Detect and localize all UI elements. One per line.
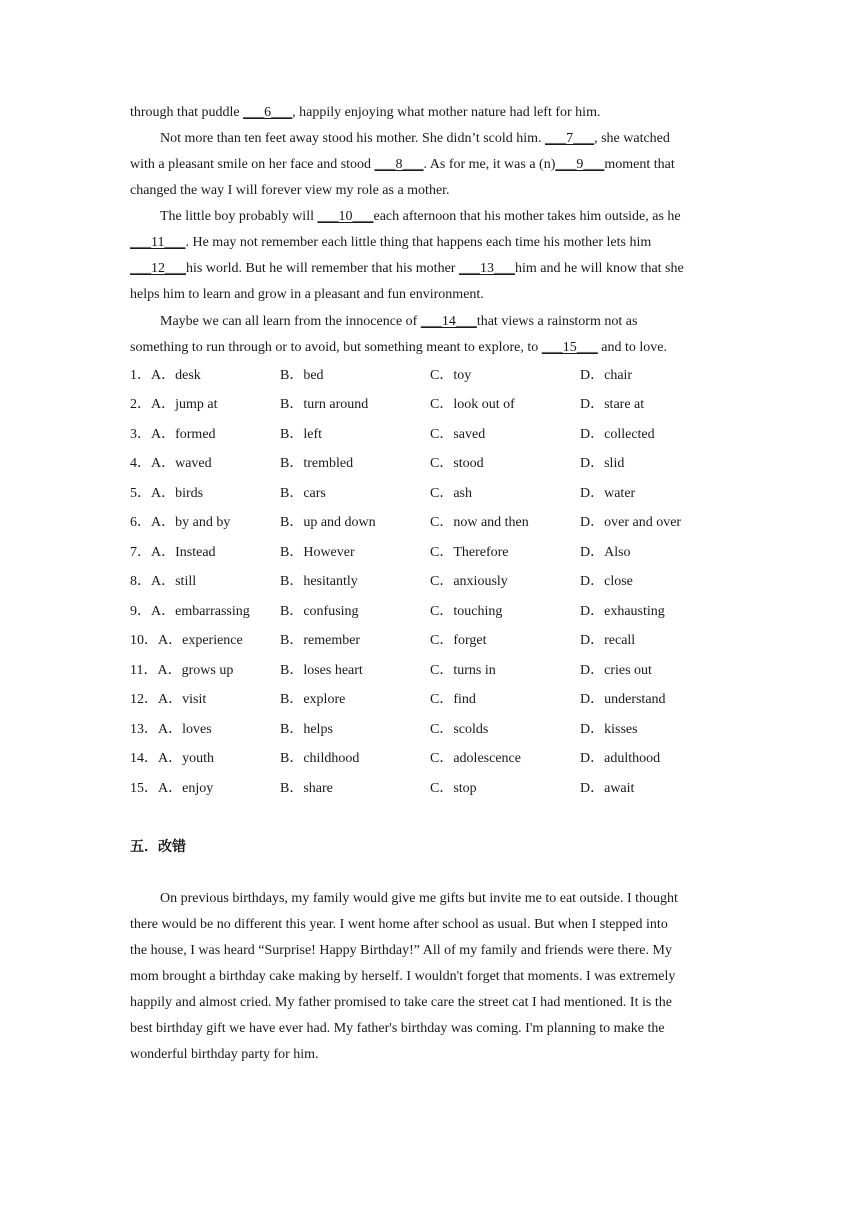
option-d: D．adulthood xyxy=(580,751,661,766)
option-b: B．bed xyxy=(280,368,324,383)
option-c: C．scolds xyxy=(430,722,489,737)
answer-blank: ___9___ xyxy=(555,157,605,172)
passage-text: helps him to learn and grow in a pleasant and fun environment. xyxy=(130,287,484,302)
option-a xyxy=(130,721,212,739)
option-d: D．chair xyxy=(580,368,633,383)
option-a-text: A．visit xyxy=(158,692,207,707)
option-a xyxy=(130,662,233,680)
option-b: B．explore xyxy=(280,692,346,707)
option-c: C．touching xyxy=(430,604,503,619)
answer-blank: ___15___ xyxy=(541,340,598,355)
answer-blank: ___6___ xyxy=(243,105,293,120)
option-row xyxy=(130,750,770,768)
option-d: D．await xyxy=(580,781,635,796)
passage-line-7 xyxy=(130,260,684,278)
option-row xyxy=(130,632,770,650)
correction-line: mom brought a birthday cake making by herself. I wouldn't forget that moments. I was extremely xyxy=(130,969,676,984)
option-d: D．recall xyxy=(580,633,636,648)
correction-line: the house, I was heard “Surprise! Happy Birthday!” All of my family and friends were there. My xyxy=(130,943,672,958)
correction-line: there would be no different this year. I went home after school as usual. But when I stepped into xyxy=(130,917,668,932)
option-a xyxy=(130,455,212,473)
option-a xyxy=(130,780,213,798)
option-row xyxy=(130,603,770,621)
option-a-text: A．loves xyxy=(158,722,212,737)
section-heading: 五．改错 xyxy=(130,839,186,855)
option-a-text: A．jump at xyxy=(151,397,218,412)
option-c: C．saved xyxy=(430,427,486,442)
passage-text: . As for me, it was a (n) xyxy=(423,157,556,172)
passage-text: changed the way I will forever view my role as a mother. xyxy=(130,183,450,198)
question-number: 10． xyxy=(130,633,158,648)
correction-line: happily and almost cried. My father promised to take care the street cat I had mentioned. It is the xyxy=(130,995,672,1010)
option-row xyxy=(130,396,770,414)
passage-text: with a pleasant smile on her face and stood xyxy=(130,157,375,172)
passage-line-8 xyxy=(130,286,484,304)
option-row xyxy=(130,573,770,591)
option-a xyxy=(130,632,243,650)
option-c: C．now and then xyxy=(430,515,529,530)
option-a xyxy=(130,544,216,562)
option-d: D．cries out xyxy=(580,663,652,678)
option-d: D．over and over xyxy=(580,515,682,530)
option-d: D．kisses xyxy=(580,722,638,737)
answer-blank: ___12___ xyxy=(130,261,186,276)
option-a-text: A．Instead xyxy=(151,545,216,560)
option-row xyxy=(130,455,770,473)
question-number: 3． xyxy=(130,427,151,442)
passage-text: The little boy probably will xyxy=(160,209,318,224)
answer-blank: ___11___ xyxy=(130,235,186,250)
option-a-text: A．youth xyxy=(158,751,214,766)
option-b: B．However xyxy=(280,545,355,560)
option-b: B．loses heart xyxy=(280,663,363,678)
question-number: 5． xyxy=(130,486,151,501)
question-number: 8． xyxy=(130,574,151,589)
option-d: D．collected xyxy=(580,427,655,442)
option-a xyxy=(130,396,218,414)
answer-blank: ___8___ xyxy=(374,157,424,172)
passage-text: moment that xyxy=(604,157,675,172)
passage-line-6 xyxy=(130,234,651,252)
option-c: C．ash xyxy=(430,486,472,501)
option-a xyxy=(130,750,214,768)
option-a xyxy=(130,426,216,444)
passage-line-9 xyxy=(160,313,637,331)
option-b: B．hesitantly xyxy=(280,574,358,589)
option-c: C．adolescence xyxy=(430,751,521,766)
passage-text: , she watched xyxy=(594,131,670,146)
question-number: 9． xyxy=(130,604,151,619)
option-row xyxy=(130,662,770,680)
question-number: 1． xyxy=(130,368,151,383)
option-row xyxy=(130,721,770,739)
passage-line-10 xyxy=(130,339,667,357)
correction-line: On previous birthdays, my family would give me gifts but invite me to eat outside. I thought xyxy=(160,891,678,906)
option-b: B．turn around xyxy=(280,397,369,412)
answer-blank: ___13___ xyxy=(458,261,515,276)
option-a-text: A．experience xyxy=(158,633,243,648)
option-d: D．water xyxy=(580,486,636,501)
option-a-text: A．waved xyxy=(151,456,212,471)
option-b: B．trembled xyxy=(280,456,354,471)
option-d: D．exhausting xyxy=(580,604,665,619)
option-a-text: A．embarrassing xyxy=(151,604,250,619)
option-d: D．close xyxy=(580,574,633,589)
passage-text: . He may not remember each little thing that happens each time his mother lets him xyxy=(185,235,652,250)
option-row xyxy=(130,367,770,385)
passage-line-4 xyxy=(130,182,450,200)
passage-line-3 xyxy=(130,156,675,174)
passage-text: something to run through or to avoid, but something meant to explore, to xyxy=(130,340,542,355)
passage-line-5 xyxy=(160,208,681,226)
question-number: 13． xyxy=(130,722,158,737)
passage-text: , happily enjoying what mother nature had left for him. xyxy=(292,105,601,120)
option-a xyxy=(130,603,250,621)
passage-text: and to love. xyxy=(597,340,667,355)
option-c: C．stood xyxy=(430,456,484,471)
option-b: B．remember xyxy=(280,633,361,648)
option-a-text: A．still xyxy=(151,574,197,589)
option-c: C．look out of xyxy=(430,397,515,412)
option-d: D．Also xyxy=(580,545,631,560)
question-number: 2． xyxy=(130,397,151,412)
option-row xyxy=(130,426,770,444)
question-number: 15． xyxy=(130,781,158,796)
option-c: C．forget xyxy=(430,633,487,648)
option-a-text: A．grows up xyxy=(157,663,234,678)
answer-blank: ___7___ xyxy=(545,131,595,146)
option-b: B．up and down xyxy=(280,515,376,530)
question-number: 11． xyxy=(130,663,158,678)
option-a xyxy=(130,514,230,532)
option-row xyxy=(130,544,770,562)
passage-line-1 xyxy=(130,104,600,122)
option-a-text: A．desk xyxy=(151,368,201,383)
option-a xyxy=(130,573,196,591)
question-number: 4． xyxy=(130,456,151,471)
passage-text: through that puddle xyxy=(130,105,244,120)
option-a xyxy=(130,691,206,709)
passage-text: Not more than ten feet away stood his mother. She didn’t scold him. xyxy=(160,131,546,146)
passage-text: Maybe we can all learn from the innocence of xyxy=(160,314,421,329)
correction-line: wonderful birthday party for him. xyxy=(130,1047,319,1062)
correction-line: best birthday gift we have ever had. My father's birthday was coming. I'm planning to make the xyxy=(130,1021,665,1036)
option-a-text: A．birds xyxy=(151,486,204,501)
option-c: C．find xyxy=(430,692,476,707)
passage-text: that views a rainstorm not as xyxy=(476,314,638,329)
option-b: B．childhood xyxy=(280,751,360,766)
option-d: D．understand xyxy=(580,692,666,707)
option-row xyxy=(130,780,770,798)
option-row xyxy=(130,514,770,532)
answer-blank: ___14___ xyxy=(420,314,477,329)
option-c: C．anxiously xyxy=(430,574,508,589)
option-row xyxy=(130,691,770,709)
option-b: B．share xyxy=(280,781,333,796)
option-a xyxy=(130,485,203,503)
question-number: 7． xyxy=(130,545,151,560)
question-number: 12． xyxy=(130,692,158,707)
option-c: C．toy xyxy=(430,368,472,383)
option-b: B．confusing xyxy=(280,604,359,619)
option-a-text: A．formed xyxy=(151,427,216,442)
option-d: D．stare at xyxy=(580,397,645,412)
question-number: 6． xyxy=(130,515,151,530)
option-b: B．left xyxy=(280,427,322,442)
option-a-text: A．by and by xyxy=(151,515,231,530)
option-row xyxy=(130,485,770,503)
option-b: B．helps xyxy=(280,722,333,737)
passage-text: his world. But he will remember that his mother xyxy=(186,261,459,276)
option-c: C．turns in xyxy=(430,663,496,678)
option-b: B．cars xyxy=(280,486,326,501)
option-c: C．Therefore xyxy=(430,545,509,560)
passage-text: him and he will know that she xyxy=(514,261,684,276)
answer-blank: ___10___ xyxy=(317,209,374,224)
option-d: D．slid xyxy=(580,456,625,471)
passage-text: each afternoon that his mother takes him outside, as he xyxy=(373,209,681,224)
passage-line-2 xyxy=(160,130,670,148)
question-number: 14． xyxy=(130,751,158,766)
option-a-text: A．enjoy xyxy=(158,781,214,796)
option-a xyxy=(130,367,201,385)
option-c: C．stop xyxy=(430,781,477,796)
